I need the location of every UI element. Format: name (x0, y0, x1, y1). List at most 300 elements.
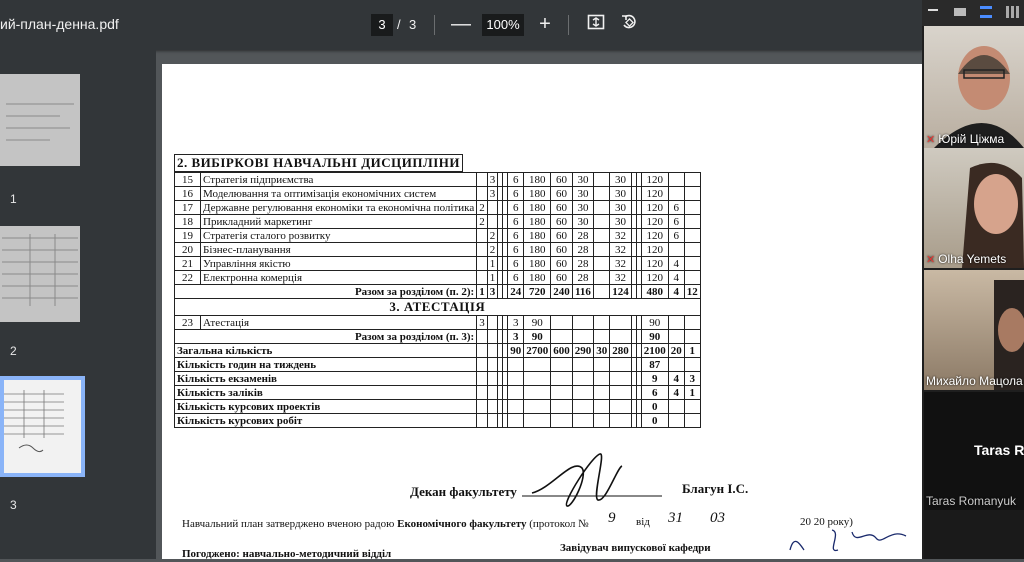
table-cell (477, 173, 488, 187)
stat-label: Кількість курсових робіт (175, 414, 477, 428)
table-cell (524, 358, 551, 372)
table-row (175, 187, 701, 201)
table-cell (610, 400, 632, 414)
table-cell (684, 316, 700, 330)
discipline-name: Управління якістю (201, 257, 477, 271)
table-cell (508, 358, 524, 372)
table-cell (594, 386, 610, 400)
table-cell (594, 414, 610, 428)
participant-name: Михайло Мацола (926, 374, 1023, 388)
table-cell: 480 (641, 285, 668, 299)
table-cell: 6 (668, 215, 684, 229)
table-cell (508, 400, 524, 414)
page-thumbnail-3-selected[interactable] (0, 376, 85, 477)
table-cell (594, 257, 610, 271)
table-cell (684, 400, 700, 414)
table-cell: 9 (641, 372, 668, 386)
table-cell (524, 400, 551, 414)
page-separator: / (397, 17, 401, 32)
row-number: 18 (175, 215, 201, 229)
table-cell: 1 (487, 271, 498, 285)
participant-name: Taras R (974, 442, 1024, 458)
table-cell: 4 (668, 271, 684, 285)
mic-muted-icon: ✕ (926, 134, 936, 146)
table-cell (524, 414, 551, 428)
table-cell: 3 (477, 316, 488, 330)
table-cell: 180 (524, 201, 551, 215)
table-row (175, 257, 701, 271)
table-cell: 60 (551, 257, 573, 271)
table-cell (477, 400, 488, 414)
approval-protocol: (протокол № (529, 518, 589, 530)
section-sum-row (175, 330, 701, 344)
table-cell (572, 316, 594, 330)
table-cell (572, 330, 594, 344)
stat-label: Кількість заліків (175, 386, 477, 400)
participant-tile[interactable] (924, 270, 1024, 390)
table-cell: 116 (572, 285, 594, 299)
table-cell: 0 (641, 414, 668, 428)
table-cell (487, 400, 498, 414)
table-cell (668, 243, 684, 257)
table-cell (594, 215, 610, 229)
table-cell: 6 (508, 201, 524, 215)
table-cell: 30 (610, 215, 632, 229)
section-sum-row (175, 285, 701, 299)
row-number: 23 (175, 316, 201, 330)
table-cell (524, 372, 551, 386)
row-number: 15 (175, 173, 201, 187)
table-cell: 87 (641, 358, 668, 372)
table-cell: 180 (524, 187, 551, 201)
table-cell: 180 (524, 271, 551, 285)
table-cell: 20 (668, 344, 684, 358)
table-cell: 2 (487, 229, 498, 243)
table-cell (487, 316, 498, 330)
row-number: 20 (175, 243, 201, 257)
table-cell (684, 173, 700, 187)
table-cell: 180 (524, 173, 551, 187)
head-label: Завідувач випускової кафедри (560, 542, 711, 554)
grid-view-icon[interactable] (1006, 6, 1020, 18)
participant-name-text: Юрій Ціжма (938, 132, 1005, 146)
table-cell (594, 187, 610, 201)
table-cell: 120 (641, 187, 668, 201)
row-number: 17 (175, 201, 201, 215)
discipline-name: Стратегія підприємства (201, 173, 477, 187)
head-signature (762, 522, 922, 562)
row-number: 19 (175, 229, 201, 243)
table-cell: 4 (668, 285, 684, 299)
table-cell (508, 414, 524, 428)
table-cell (594, 358, 610, 372)
table-cell (572, 372, 594, 386)
thumbnail-preview (0, 226, 80, 322)
table-cell: 90 (524, 316, 551, 330)
page-thumbnail-1[interactable] (0, 74, 80, 166)
document-title: ий-план-денна.pdf (0, 16, 119, 32)
table-cell: 2100 (641, 344, 668, 358)
participant-name (926, 252, 1006, 266)
table-cell: 4 (668, 372, 684, 386)
table-cell: 6 (641, 386, 668, 400)
table-cell: 60 (551, 215, 573, 229)
table-cell: 6 (508, 229, 524, 243)
table-cell: 6 (508, 271, 524, 285)
date-from-label: від (636, 516, 650, 528)
table-cell: 30 (610, 187, 632, 201)
page-thumbnail-2[interactable] (0, 226, 80, 322)
table-cell: 30 (610, 173, 632, 187)
section2-title: 2. ВИБІРКОВІ НАВЧАЛЬНІ ДИСЦИПЛІНИ (175, 155, 463, 172)
table-cell: 3 (487, 285, 498, 299)
table-cell: 90 (641, 330, 668, 344)
table-cell: 240 (551, 285, 573, 299)
thumbnail-page-number: 3 (10, 498, 17, 512)
participant-tile[interactable] (924, 392, 1024, 510)
discipline-name: Прикладний маркетинг (201, 215, 477, 229)
table-cell: 6 (508, 215, 524, 229)
table-cell: 30 (572, 187, 594, 201)
table-cell (487, 372, 498, 386)
table-cell (572, 400, 594, 414)
discipline-name: Атестація (201, 316, 477, 330)
stat-row (175, 386, 701, 400)
table-cell (594, 316, 610, 330)
zoom-out-button[interactable]: — (451, 13, 471, 35)
table-cell: 0 (641, 400, 668, 414)
table-cell: 90 (508, 344, 524, 358)
table-cell (477, 358, 488, 372)
curriculum-grid (174, 154, 463, 172)
table-cell: 600 (551, 344, 573, 358)
table-cell: 180 (524, 243, 551, 257)
table-cell: 2 (477, 201, 488, 215)
table-cell: 1 (477, 285, 488, 299)
table-cell (572, 358, 594, 372)
participant-name-text: Olha Yemets (938, 252, 1007, 266)
discipline-name: Державне регулювання економіки та економічна політика (201, 201, 477, 215)
pdf-toolbar (0, 0, 922, 50)
table-row (175, 229, 701, 243)
table-cell (594, 400, 610, 414)
dean-name: Благун І.С. (682, 481, 749, 496)
section-header-row (175, 155, 463, 172)
table-cell (487, 201, 498, 215)
table-cell: 30 (572, 215, 594, 229)
table-cell: 1 (487, 257, 498, 271)
window-icon[interactable] (954, 8, 966, 16)
table-cell: 3 (487, 173, 498, 187)
stat-label: Кількість годин на тиждень (175, 358, 477, 372)
table-cell (594, 243, 610, 257)
dean-label: Декан факультету (410, 484, 517, 499)
page-total: 3 (409, 17, 417, 32)
approval-lead: Навчальний план затверджено вченою радою (182, 518, 395, 530)
table-cell: 280 (610, 344, 632, 358)
table-cell (668, 358, 684, 372)
table-cell (684, 271, 700, 285)
table-cell: 60 (551, 173, 573, 187)
total-row (175, 344, 701, 358)
toolbar-divider (568, 15, 569, 35)
table-cell: 3 (684, 372, 700, 386)
table-cell (572, 386, 594, 400)
table-cell: 120 (641, 257, 668, 271)
table-row (175, 201, 701, 215)
table-cell (684, 201, 700, 215)
table-cell (487, 344, 498, 358)
table-cell: 30 (610, 201, 632, 215)
table-cell (487, 414, 498, 428)
thumbnail-preview (4, 380, 81, 473)
table-cell (477, 344, 488, 358)
table-cell: 290 (572, 344, 594, 358)
table-cell: 60 (551, 201, 573, 215)
table-cell (610, 316, 632, 330)
video-panel-controls (922, 0, 1024, 26)
gallery-view-icon[interactable] (980, 6, 992, 18)
discipline-rows (174, 172, 701, 428)
table-cell: 6 (508, 173, 524, 187)
sum-label: Разом за розділом (п. 2): (175, 285, 477, 299)
table-cell (668, 330, 684, 344)
table-cell (610, 372, 632, 386)
table-cell (551, 414, 573, 428)
table-cell: 180 (524, 257, 551, 271)
table-cell (684, 358, 700, 372)
table-cell: 1 (684, 344, 700, 358)
row-number: 16 (175, 187, 201, 201)
table-cell (551, 400, 573, 414)
table-cell (524, 386, 551, 400)
table-cell (487, 358, 498, 372)
table-row (175, 215, 701, 229)
table-cell (668, 173, 684, 187)
table-cell (594, 330, 610, 344)
table-cell (594, 271, 610, 285)
rotate-icon (620, 13, 638, 31)
rotate-button[interactable] (617, 13, 641, 37)
total-label: Загальна кількість (175, 344, 477, 358)
video-call-panel (922, 0, 1024, 559)
table-cell: 60 (551, 243, 573, 257)
thumbnail-preview (0, 74, 80, 166)
thumbnail-page-number: 2 (10, 344, 17, 358)
table-cell (477, 386, 488, 400)
row-number: 21 (175, 257, 201, 271)
table-cell (508, 386, 524, 400)
discipline-name: Електронна комерція (201, 271, 477, 285)
table-cell: 32 (610, 271, 632, 285)
table-cell: 120 (641, 229, 668, 243)
table-cell: 3 (508, 316, 524, 330)
thumbnail-sidebar (0, 50, 156, 559)
table-cell: 4 (668, 257, 684, 271)
table-cell: 28 (572, 257, 594, 271)
table-cell: 60 (551, 271, 573, 285)
table-cell (477, 414, 488, 428)
table-cell: 60 (551, 187, 573, 201)
table-cell: 6 (508, 257, 524, 271)
table-cell: 30 (572, 201, 594, 215)
row-number: 22 (175, 271, 201, 285)
table-cell (551, 316, 573, 330)
table-cell (684, 229, 700, 243)
table-cell: 124 (610, 285, 632, 299)
section3-title: 3. АТЕСТАЦІЯ (175, 299, 701, 316)
table-cell (684, 215, 700, 229)
table-cell (610, 386, 632, 400)
table-cell: 28 (572, 243, 594, 257)
table-cell (572, 414, 594, 428)
table-cell: 6 (668, 229, 684, 243)
table-cell: 2700 (524, 344, 551, 358)
table-cell (668, 400, 684, 414)
zoom-level-input[interactable]: 100% (482, 14, 524, 36)
table-cell: 28 (572, 271, 594, 285)
fit-page-button[interactable] (584, 13, 608, 37)
table-cell (594, 201, 610, 215)
table-cell: 720 (524, 285, 551, 299)
table-cell (477, 229, 488, 243)
table-cell: 120 (641, 271, 668, 285)
table-cell: 30 (572, 173, 594, 187)
table-cell: 4 (668, 386, 684, 400)
participant-video (924, 148, 1024, 268)
table-cell (487, 330, 498, 344)
table-cell: 32 (610, 257, 632, 271)
table-cell: 30 (594, 344, 610, 358)
table-cell: 6 (508, 187, 524, 201)
table-cell (594, 372, 610, 386)
table-cell: 3 (487, 187, 498, 201)
table-cell (487, 215, 498, 229)
table-cell: 1 (684, 386, 700, 400)
table-cell (594, 173, 610, 187)
table-cell: 120 (641, 243, 668, 257)
participant-name (926, 132, 1004, 146)
table-cell (668, 187, 684, 201)
participant-tile[interactable] (924, 494, 1024, 559)
thumbnail-page-number: 1 (10, 192, 17, 206)
table-row (175, 243, 701, 257)
table-cell: 180 (524, 215, 551, 229)
participant-video (924, 270, 1024, 390)
table-cell: 32 (610, 243, 632, 257)
date-year: 20 20 року) (800, 516, 853, 528)
table-cell: 120 (641, 215, 668, 229)
table-cell (477, 243, 488, 257)
table-cell (551, 330, 573, 344)
discipline-name: Бізнес-планування (201, 243, 477, 257)
table-cell: 2 (487, 243, 498, 257)
table-cell (594, 285, 610, 299)
table-cell: 24 (508, 285, 524, 299)
table-cell: 2 (477, 215, 488, 229)
table-cell (477, 187, 488, 201)
fit-page-icon (587, 13, 605, 31)
table-cell (551, 386, 573, 400)
table-cell: 120 (641, 173, 668, 187)
approval-text (182, 518, 589, 530)
date-day: 31 (668, 510, 683, 526)
table-cell (684, 330, 700, 344)
table-cell: 6 (508, 243, 524, 257)
table-cell (487, 386, 498, 400)
table-cell (610, 330, 632, 344)
table-row (175, 316, 701, 330)
toolbar-divider (434, 15, 435, 35)
participant-name: Taras Romanyuk (926, 494, 1017, 508)
discipline-name: Стратегія сталого розвитку (201, 229, 477, 243)
table-cell: 6 (668, 201, 684, 215)
table-cell (508, 372, 524, 386)
table-cell (551, 372, 573, 386)
table-cell (551, 358, 573, 372)
table-cell (477, 330, 488, 344)
table-cell (684, 187, 700, 201)
table-cell (477, 257, 488, 271)
protocol-number: 9 (608, 510, 616, 526)
table-cell (684, 243, 700, 257)
table-cell: 12 (684, 285, 700, 299)
stat-row (175, 358, 701, 372)
table-cell: 90 (524, 330, 551, 344)
table-cell: 28 (572, 229, 594, 243)
table-row (175, 173, 701, 187)
sum-label: Разом за розділом (п. 3): (175, 330, 477, 344)
page-number-input[interactable]: 3 (371, 14, 393, 36)
table-cell (684, 257, 700, 271)
approval-faculty: Економічного факультету (397, 518, 527, 530)
table-cell (477, 271, 488, 285)
curriculum-table (174, 154, 934, 428)
zoom-in-button[interactable]: + (539, 13, 551, 35)
table-row (175, 271, 701, 285)
agreed-label: Погоджено: навчально-методичний відділ (182, 548, 392, 560)
date-month: 03 (710, 510, 725, 526)
pdf-page (162, 64, 924, 559)
table-cell: 60 (551, 229, 573, 243)
participant-tile[interactable] (924, 148, 1024, 268)
table-cell: 32 (610, 229, 632, 243)
participant-video (924, 26, 1024, 148)
table-cell (594, 229, 610, 243)
table-cell (668, 316, 684, 330)
stat-row (175, 414, 701, 428)
table-cell (610, 414, 632, 428)
section-header-row (175, 299, 701, 316)
table-cell: 3 (508, 330, 524, 344)
table-cell (610, 358, 632, 372)
stat-row (175, 372, 701, 386)
table-cell: 90 (641, 316, 668, 330)
table-cell (477, 372, 488, 386)
stat-row (175, 400, 701, 414)
stat-label: Кількість екзаменів (175, 372, 477, 386)
discipline-name: Моделювання та оптимізація економічних систем (201, 187, 477, 201)
table-cell: 180 (524, 229, 551, 243)
dean-signature (522, 448, 672, 518)
table-cell (684, 414, 700, 428)
minimize-icon[interactable] (928, 9, 938, 11)
table-cell: 120 (641, 201, 668, 215)
stat-label: Кількість курсових проектів (175, 400, 477, 414)
participant-tile[interactable] (924, 26, 1024, 148)
table-cell (668, 414, 684, 428)
mic-muted-icon: ✕ (926, 254, 936, 266)
